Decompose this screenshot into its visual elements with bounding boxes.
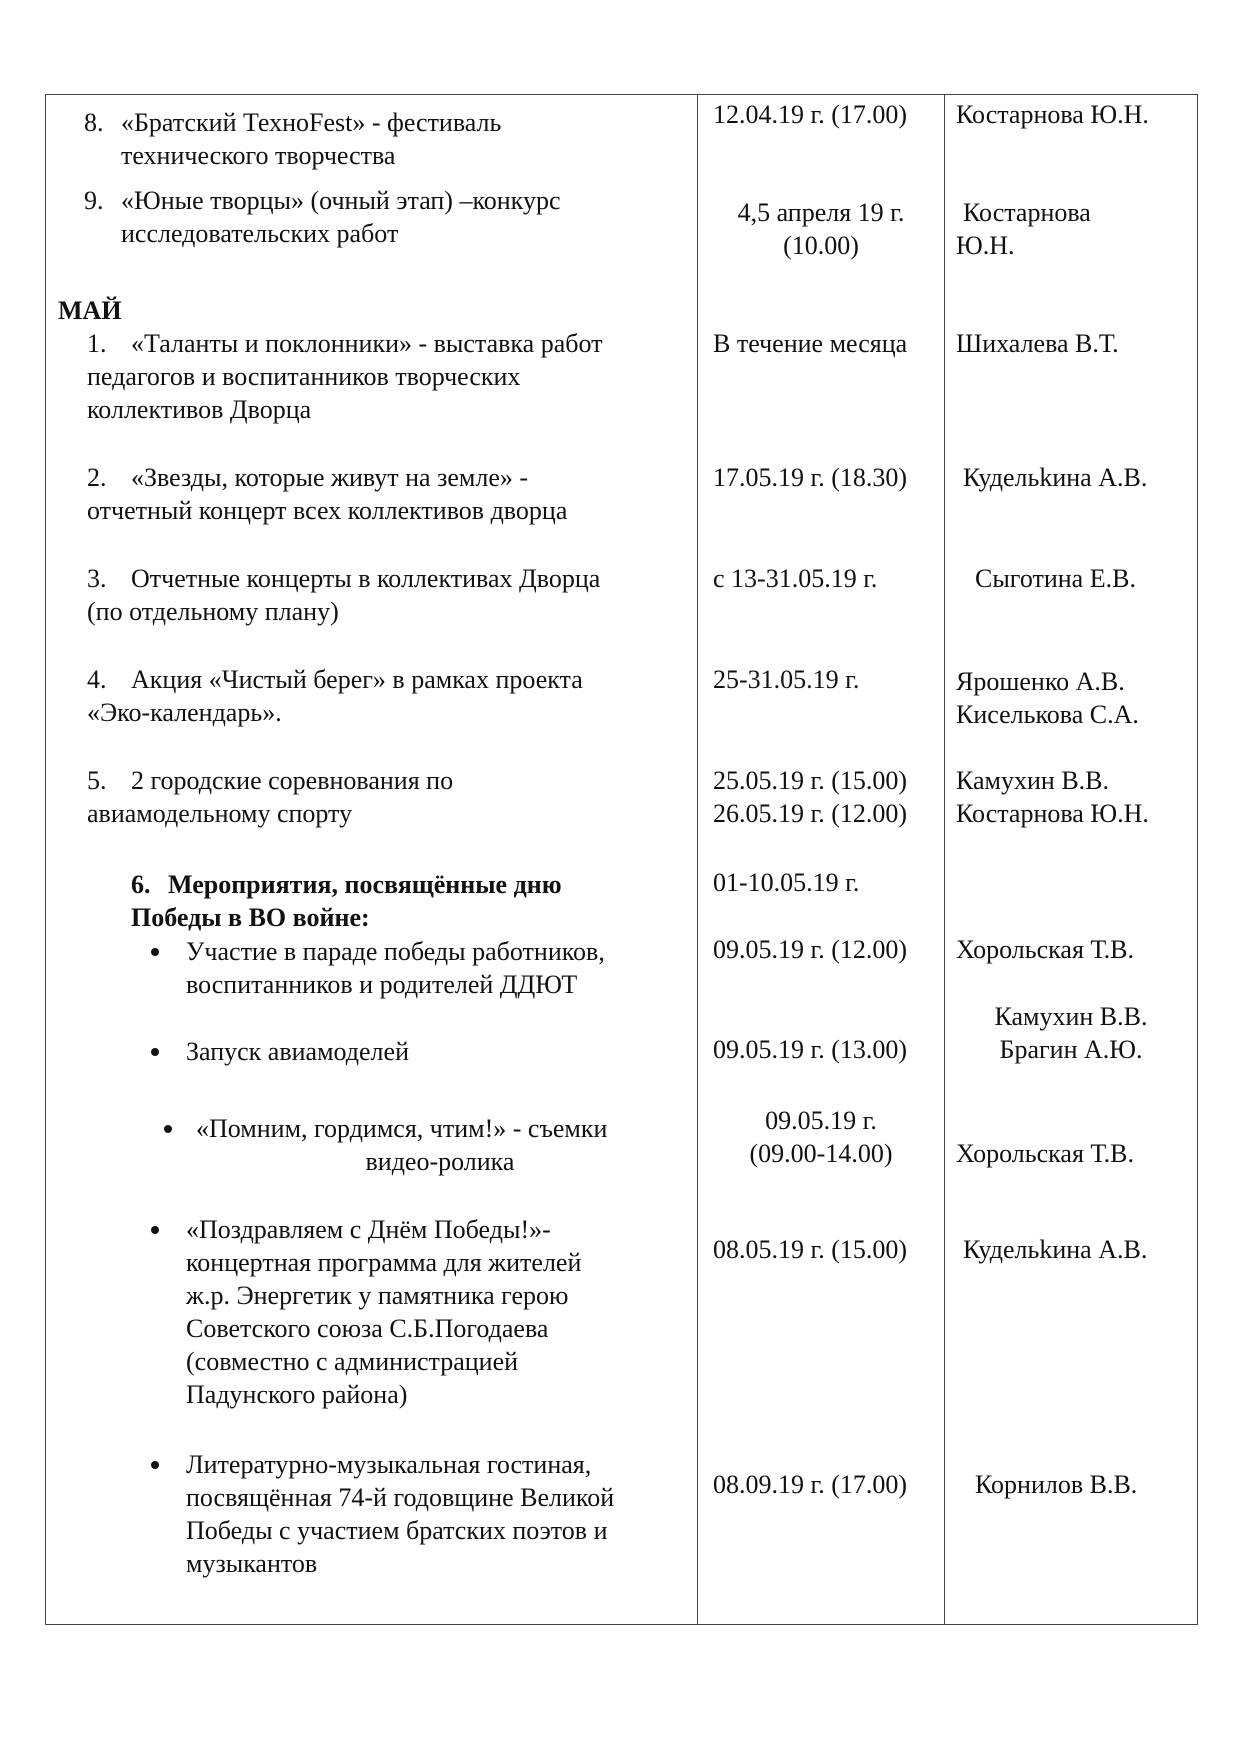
row-9-date-time: (10.00) — [783, 231, 859, 260]
may-6-item-4-text-line2: концертная программа для жителей — [186, 1248, 582, 1277]
row-8-number: 8. — [84, 108, 104, 137]
may-5-responsible: Камухин В.В. — [956, 766, 1110, 795]
may-5-title: 2 городские соревнования по — [131, 766, 454, 795]
may-6-item-1-text-line2: воспитанников и родителей ДДЮТ — [186, 970, 578, 999]
may-1-responsible: Шихалева В.Т. — [956, 329, 1119, 358]
row-8-title-line2: технического творчества — [121, 141, 396, 170]
may-6-item-5-responsible: Корнилов В.В. — [975, 1470, 1138, 1499]
may-6-date: 01-10.05.19 г. — [713, 868, 860, 897]
may-5-title-line2: авиамодельному спорту — [87, 799, 353, 828]
may-6-title-line2: Победы в ВО войне: — [131, 903, 370, 932]
row-9-title-line2: исследовательских работ — [121, 219, 399, 248]
row-9-date: 4,5 апреля 19 г. — [737, 198, 905, 227]
may-5-number: 5. — [87, 766, 107, 795]
section-heading-may: МАЙ — [58, 296, 122, 325]
bullet-icon — [151, 1461, 159, 1469]
may-6-item-4-text-line6: Падунского района) — [186, 1380, 408, 1409]
may-6-item-3-time: (09.00-14.00) — [749, 1139, 893, 1168]
bullet-icon — [151, 1048, 159, 1056]
may-3-date: с 13-31.05.19 г. — [713, 564, 878, 593]
may-1-date: В течение месяца — [713, 329, 908, 358]
row-8-title: «Братский ТехноFest» - фестиваль — [121, 108, 502, 137]
may-6-item-4-text-line4: Советского союза С.Б.Погодаева — [186, 1314, 549, 1343]
may-1-number: 1. — [87, 329, 107, 358]
may-6-item-5-date: 08.09.19 г. (17.00) — [713, 1470, 908, 1499]
may-3-responsible: Сыготина Е.В. — [975, 564, 1136, 593]
may-6-item-3-text-line2: видео-ролика — [365, 1147, 515, 1176]
bullet-icon — [151, 948, 159, 956]
column-divider-responsible — [944, 94, 945, 1625]
may-2-title: «Звезды, которые живут на земле» - — [131, 463, 529, 492]
may-6-item-5-text-line4: музыкантов — [186, 1549, 318, 1578]
may-6-item-5-text-line3: Победы с участием братских поэтов и — [186, 1516, 608, 1545]
may-4-date: 25-31.05.19 г. — [713, 665, 860, 694]
row-9-responsible: Костарнова — [963, 198, 1091, 227]
may-4-responsible: Ярошенко А.В. — [956, 667, 1125, 696]
may-2-date: 17.05.19 г. (18.30) — [713, 463, 908, 492]
row-9-number: 9. — [84, 186, 104, 215]
may-5-date: 25.05.19 г. (15.00) — [713, 766, 908, 795]
may-6-item-2-responsible-2: Брагин А.Ю. — [999, 1035, 1143, 1064]
row-9-responsible-line2: Ю.Н. — [956, 231, 1015, 260]
may-6-item-4-text-line5: (совместно с администрацией — [186, 1347, 519, 1376]
may-6-item-4-responsible: Кудельkина А.В. — [963, 1235, 1148, 1264]
may-6-item-5-text: Литературно-музыкальная гостиная, — [186, 1450, 592, 1479]
may-1-title-line2: педагогов и воспитанников творческих — [87, 362, 521, 391]
row-8-responsible: Костарнова Ю.Н. — [956, 100, 1149, 129]
may-6-item-3-text: «Помним, гордимся, чтим!» - съемки — [196, 1114, 608, 1143]
may-6-item-3-date: 09.05.19 г. — [765, 1106, 877, 1135]
may-1-title: «Таланты и поклонники» - выставка работ — [131, 329, 603, 358]
row-8-date: 12.04.19 г. (17.00) — [713, 100, 908, 129]
may-6-title: Мероприятия, посвящённые дню — [168, 870, 562, 899]
may-6-item-4-text: «Поздравляем с Днём Победы!»- — [186, 1215, 551, 1244]
may-6-item-2-responsible: Камухин В.В. — [994, 1002, 1148, 1031]
may-6-item-1-text: Участие в параде победы работников, — [186, 937, 605, 966]
bullet-icon — [164, 1125, 172, 1133]
may-6-item-2-date: 09.05.19 г. (13.00) — [713, 1035, 908, 1064]
may-6-number: 6. — [131, 870, 151, 899]
bullet-icon — [151, 1226, 159, 1234]
row-9-title: «Юные творцы» (очный этап) –конкурс — [121, 186, 561, 215]
may-5-date-2: 26.05.19 г. (12.00) — [713, 799, 908, 828]
may-4-number: 4. — [87, 665, 107, 694]
may-6-item-1-responsible: Хорольская Т.В. — [956, 935, 1135, 964]
may-2-title-line2: отчетный концерт всех коллективов дворца — [87, 496, 568, 525]
may-4-responsible-line2: Киселькова С.А. — [956, 700, 1139, 729]
may-5-responsible-2: Костарнова Ю.Н. — [956, 799, 1149, 828]
may-2-number: 2. — [87, 463, 107, 492]
may-6-item-4-text-line3: ж.р. Энергетик у памятника герою — [186, 1281, 569, 1310]
may-2-responsible: Кудельkина А.В. — [963, 463, 1148, 492]
may-6-item-1-date: 09.05.19 г. (12.00) — [713, 935, 908, 964]
may-6-item-2-text: Запуск авиамоделей — [186, 1037, 409, 1066]
may-3-number: 3. — [87, 564, 107, 593]
may-6-item-3-responsible: Хорольская Т.В. — [956, 1139, 1135, 1168]
may-3-title: Отчетные концерты в коллективах Дворца — [131, 564, 601, 593]
column-divider-date — [697, 94, 698, 1625]
may-3-title-line2: (по отдельному плану) — [87, 597, 339, 626]
may-4-title-line2: «Эко-календарь». — [87, 698, 282, 727]
may-1-title-line3: коллективов Дворца — [87, 395, 312, 424]
may-6-item-4-date: 08.05.19 г. (15.00) — [713, 1235, 908, 1264]
may-6-item-5-text-line2: посвящённая 74-й годовщине Великой — [186, 1483, 615, 1512]
may-4-title: Акция «Чистый берег» в рамках проекта — [131, 665, 583, 694]
